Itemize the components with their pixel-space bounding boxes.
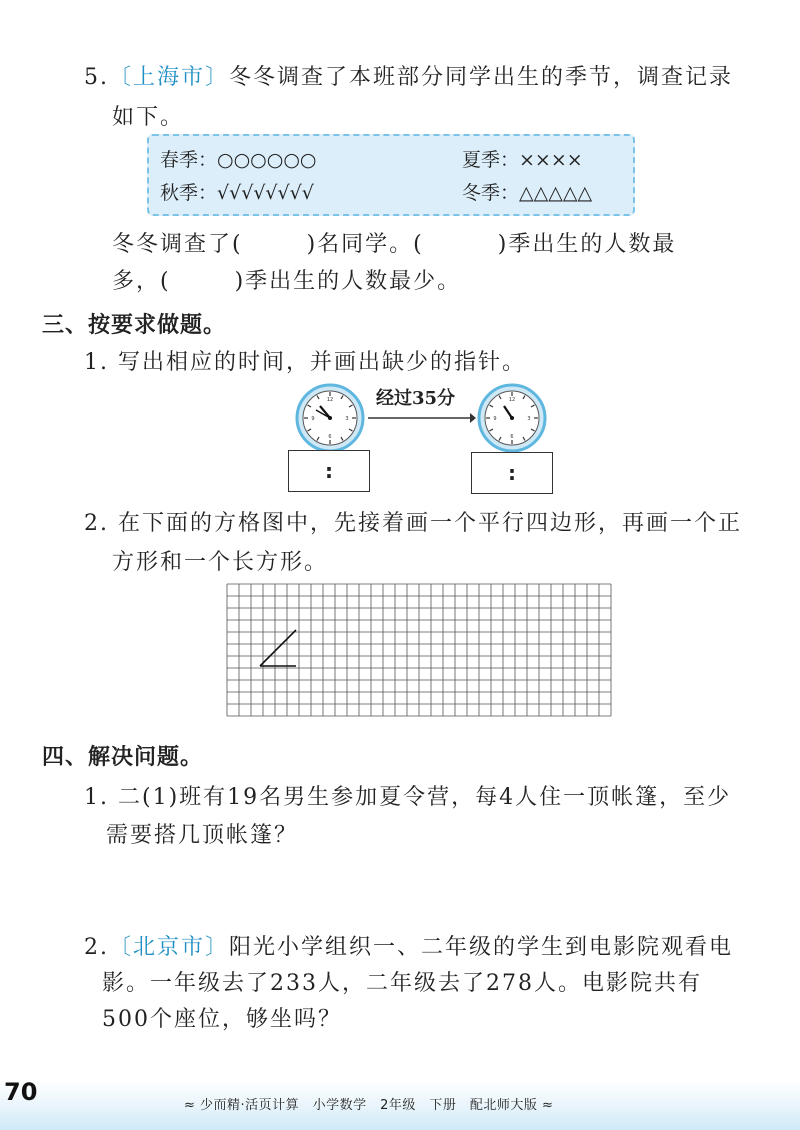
q5-text-1: 冬冬调查了本班部分同学出生的季节，调查记录: [229, 65, 734, 90]
q5-fill-text-a: 冬冬调查了(: [112, 232, 243, 257]
q5-fill-line2: [112, 264, 461, 295]
q5-fill-text-d: 多，(: [112, 269, 171, 294]
page-number: 70: [4, 1078, 38, 1106]
section4-q2-region-tag: 〔北京市〕: [109, 935, 230, 960]
q5-fill-text-e: )季出生的人数最少。: [234, 269, 462, 294]
section4-q2-line1: [84, 930, 733, 961]
svg-text:3: 3: [527, 416, 531, 422]
time-colon-left: :: [325, 459, 333, 483]
q5-fill-line1: [112, 227, 676, 258]
svg-text:12: 12: [508, 397, 516, 403]
section3-q1: 1. 写出相应的时间，并画出缺少的指针。: [84, 350, 526, 375]
clock-right-icon: [476, 382, 548, 454]
footer-book-info: ≈ 少而精·活页计算 小学数学 2年级 下册 配北师大版 ≈: [184, 1098, 554, 1113]
parallelogram-start-line-1: [260, 630, 296, 666]
section4-q2-text-1: 阳光小学组织一、二年级的学生到电影院观看电: [229, 935, 734, 960]
q5-fill-text-c: )季出生的人数最: [497, 232, 677, 257]
svg-text:3: 3: [345, 416, 349, 422]
section4-q1-line1: 1. 二(1)班有19名男生参加夏令营，每4人住一顶帐篷，至少: [84, 785, 732, 810]
svg-text:9: 9: [311, 416, 315, 422]
record-summer: 夏季：××××: [462, 149, 583, 171]
q5-fill-text-b: )名同学。(: [306, 232, 424, 257]
record-winter: 冬季：△△△△△: [462, 182, 593, 204]
q5-line2: 如下。: [112, 105, 185, 130]
time-colon-right: :: [508, 461, 516, 485]
svg-text:6: 6: [328, 434, 332, 440]
clock-left-icon: [294, 382, 366, 454]
record-autumn: 秋季：√√√√√√√√: [160, 182, 314, 204]
q5-number: 5.: [84, 65, 109, 90]
svg-text:9: 9: [493, 416, 497, 422]
svg-text:12: 12: [326, 397, 334, 403]
time-box-right[interactable]: [471, 452, 553, 494]
arrow-icon: [366, 408, 476, 428]
q5-line1: [84, 60, 733, 91]
section4-q1-line2: 需要搭几顶帐篷？: [106, 823, 299, 848]
drawing-grid[interactable]: [224, 580, 614, 722]
section3-q2-line1: 2. 在下面的方格图中，先接着画一个平行四边形，再画一个正: [84, 511, 742, 536]
q5-region-tag: 〔上海市〕: [109, 65, 230, 90]
svg-text:6: 6: [510, 434, 514, 440]
time-box-left[interactable]: [288, 450, 370, 492]
section4-q2-line3: 500个座位，够坐吗？: [102, 1007, 342, 1032]
arrow-label: 经过35分: [376, 388, 456, 409]
section4-q2-number: 2.: [84, 935, 109, 960]
section3-heading: 三、按要求做题。: [42, 313, 227, 338]
section4-q2-line2: 影。一年级去了233人，二年级去了278人。电影院共有: [102, 971, 702, 996]
section4-heading: 四、解决问题。: [42, 745, 204, 770]
section3-q2-line2: 方形和一个长方形。: [112, 550, 329, 575]
record-spring: 春季：○○○○○○: [160, 149, 317, 171]
